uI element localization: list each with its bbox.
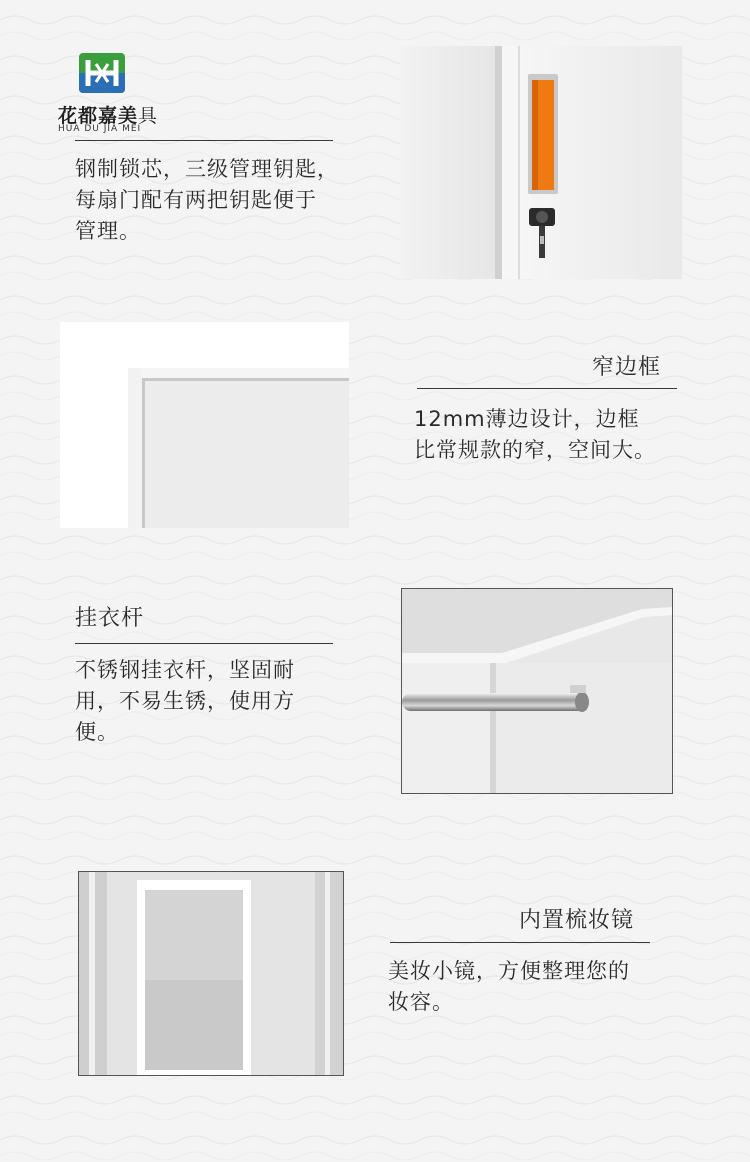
- section-4-title: 内置梳妆镜: [519, 908, 635, 933]
- section-3-rule: [75, 643, 333, 644]
- section-4-rule: [390, 942, 650, 943]
- section-2-description: 12mm薄边设计，边框 比常规款的窄，空间大。: [414, 407, 656, 462]
- brand-logo: [78, 52, 126, 94]
- frame-photo: [60, 322, 349, 528]
- brand-logo-icon: [78, 52, 126, 94]
- hanging-rod-illustration: [402, 589, 672, 793]
- built-in-mirror-illustration: [79, 872, 343, 1075]
- section-2-rule: [417, 388, 677, 389]
- mirror-photo: [78, 871, 344, 1076]
- section-4-description: 美妆小镜，方便整理您的 妆容。: [388, 959, 630, 1014]
- section-2-title: 窄边框: [592, 355, 662, 380]
- section-3-title: 挂衣杆: [75, 606, 145, 631]
- brand-pinyin: HUA DU JIA MEI: [58, 124, 142, 134]
- narrow-frame-illustration: [60, 322, 349, 528]
- brand-name-main: 花都嘉美: [58, 105, 139, 127]
- section-1-description: 钢制锁芯，三级管理钥匙， 每扇门配有两把钥匙便于 管理。: [75, 157, 339, 243]
- brand-name-suffix: 具: [138, 105, 159, 127]
- rod-photo: [401, 588, 673, 794]
- section-1-rule: [75, 140, 333, 141]
- lock-photo: [401, 46, 682, 279]
- section-3-description: 不锈钢挂衣杆，坚固耐 用，不易生锈，使用方 便。: [75, 658, 295, 744]
- cabinet-lock-illustration: [401, 46, 682, 279]
